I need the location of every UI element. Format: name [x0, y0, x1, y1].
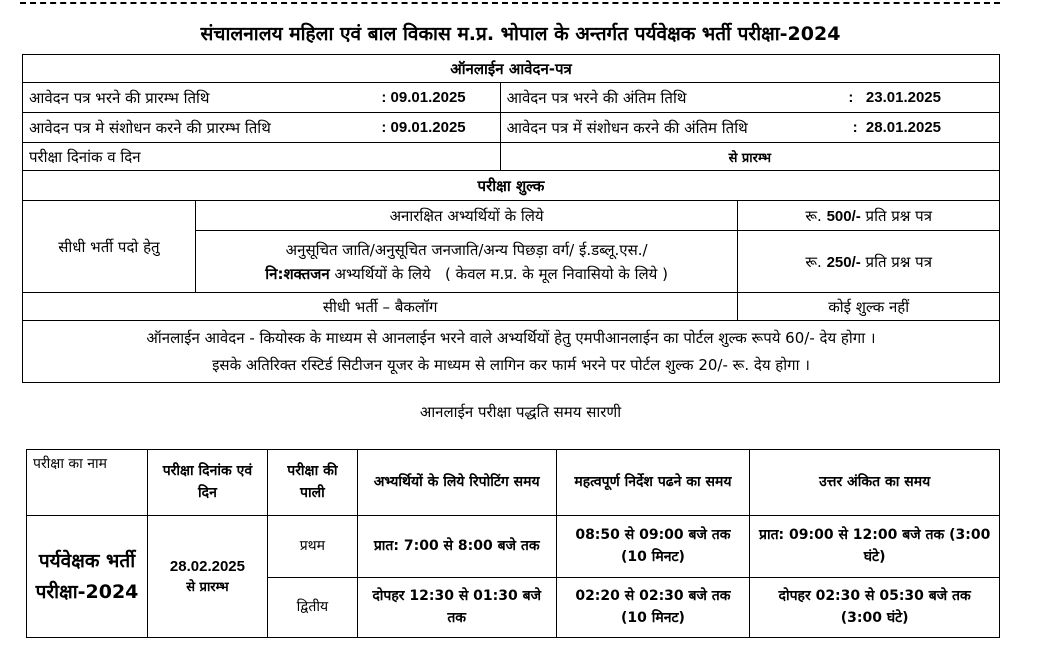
instruction-time: 08:50 से 09:00 बजे तक (10 मिनट) — [556, 516, 750, 578]
answer-time: प्रात: 09:00 से 12:00 बजे तक (3:00 घंटे) — [750, 516, 1000, 578]
reserved-line-2 — [202, 262, 731, 286]
reporting-time: दोपहर 12:30 से 01:30 बजे तक — [357, 578, 556, 638]
reserved-label — [195, 231, 737, 293]
exam-date: 28.02.2025 — [169, 557, 245, 575]
header-reporting-time: अभ्यर्थियों के लिये रिपोटिंग समय — [357, 450, 556, 516]
unreserved-fee-suffix: प्रति प्रश्न पत्र — [860, 206, 932, 225]
correction-end-cell — [500, 113, 999, 143]
application-start-label: आवेदन पत्र भरने की प्रारम्भ तिथि — [29, 88, 210, 107]
exam-date-label: परीक्षा दिनांक व दिन — [23, 143, 501, 171]
instruction-time: 02:20 से 02:30 बजे तक (10 मिनट) — [556, 578, 750, 638]
online-application-heading: ऑनलाईन आवेदन-पत्र — [23, 55, 1000, 83]
shift-name: द्वितीय — [267, 578, 357, 638]
disabled-label: नि:शक्तजन — [265, 264, 330, 283]
correction-date-row — [23, 113, 1000, 143]
application-start-date: : 09.01.2025 — [381, 89, 466, 106]
portal-fee-note — [23, 321, 1000, 383]
unreserved-fee-row — [23, 201, 1000, 231]
portal-fee-note-row — [23, 321, 1000, 383]
portal-fee-note-line-2: इसके अतिरिक्त रस्टिर्ड सिटीजन यूजर के माध्यम से लागिन कर फार्म भरने पर पोर्टल शुल्क 20/- रू. देय होगा । — [212, 355, 810, 374]
fee-heading: परीक्षा शुल्क — [23, 171, 1000, 201]
application-fee-table — [22, 54, 1000, 383]
correction-end-label: आवेदन पत्र में संशोधन करने की अंतिम तिथि — [506, 118, 748, 137]
application-end-date: : 23.01.2025 — [848, 89, 941, 106]
top-dashed-divider — [20, 2, 1000, 4]
shift-name: प्रथम — [267, 516, 357, 578]
reserved-fee — [738, 231, 1000, 293]
header-exam-date: परीक्षा दिनांक एवं दिन — [147, 450, 267, 516]
correction-start-label: आवेदन पत्र मे संशोधन करने की प्रारम्भ तिथि — [29, 118, 271, 137]
answer-time: दोपहर 02:30 से 05:30 बजे तक (3:00 घंटे) — [750, 578, 1000, 638]
backlog-label: सीधी भर्ती – बैकलॉग — [23, 293, 738, 321]
backlog-fee: कोई शुल्क नहीं — [738, 293, 1000, 321]
page-title: संचालनालय महिला एवं बाल विकास म.प्र. भोपाल के अन्तर्गत पर्यवेक्षक भर्ती परीक्षा-2024 — [200, 23, 841, 45]
reserved-fee-amount: 250/- — [826, 253, 861, 271]
reserved-line-1: अनुसूचित जाति/अनुसूचित जनजाति/अन्य पिछड़ा वर्ग/ ई.डब्लू.एस./ — [285, 240, 648, 259]
correction-start-date: : 09.01.2025 — [381, 119, 466, 136]
reserved-fee-prefix: रू. — [805, 252, 827, 271]
correction-start-cell — [23, 113, 501, 143]
header-instruction-time: महत्वपूर्ण निर्देश पढने का समय — [556, 450, 750, 516]
unreserved-fee — [738, 201, 1000, 231]
header-answer-time: उत्तर अंकित का समय — [750, 450, 1000, 516]
schedule-header-row — [27, 450, 1000, 516]
reserved-fee-suffix: प्रति प्रश्न पत्र — [860, 252, 932, 271]
schedule-caption: आनलाईन परीक्षा पद्धति समय सारणी — [419, 403, 622, 421]
exam-schedule-table — [26, 449, 1000, 638]
application-start-cell — [23, 83, 501, 113]
header-shift: परीक्षा की पाली — [267, 450, 357, 516]
shift-row-1 — [27, 516, 1000, 578]
exam-date-value: से प्रारम्भ — [500, 143, 999, 171]
reserved-line-2-rest: अभ्यर्थियों के लिये ( केवल म.प्र. के मूल निवासियो के लिये ) — [329, 264, 668, 283]
direct-recruitment-label: सीधी भर्ती पदो हेतु — [23, 201, 196, 293]
exam-date-cell — [147, 516, 267, 638]
exam-name: पर्यवेक्षक भर्ती परीक्षा-2024 — [27, 516, 148, 638]
correction-end-date: : 28.01.2025 — [852, 119, 941, 136]
application-end-label: आवेदन पत्र भरने की अंतिम तिथि — [506, 88, 687, 107]
header-exam-name: परीक्षा का नाम — [27, 450, 148, 516]
unreserved-fee-amount: 500/- — [826, 207, 861, 225]
application-end-cell — [500, 83, 999, 113]
exam-date-suffix: से प्रारम्भ — [186, 580, 229, 596]
backlog-row — [23, 293, 1000, 321]
exam-date-row — [23, 143, 1000, 171]
unreserved-label: अनारक्षित अभ्यर्थियों के लिये — [195, 201, 737, 231]
portal-fee-note-line-1: ऑनलाईन आवेदन - कियोस्क के माध्यम से आनलाईन भरने वाले अभ्यर्थियों हेतु एमपीआनलाईन का पोर्टल शुल्क रूपये 60/- देय होगा । — [146, 329, 876, 348]
application-date-row — [23, 83, 1000, 113]
reporting-time: प्रात: 7:00 से 8:00 बजे तक — [357, 516, 556, 578]
unreserved-fee-prefix: रू. — [805, 206, 827, 225]
